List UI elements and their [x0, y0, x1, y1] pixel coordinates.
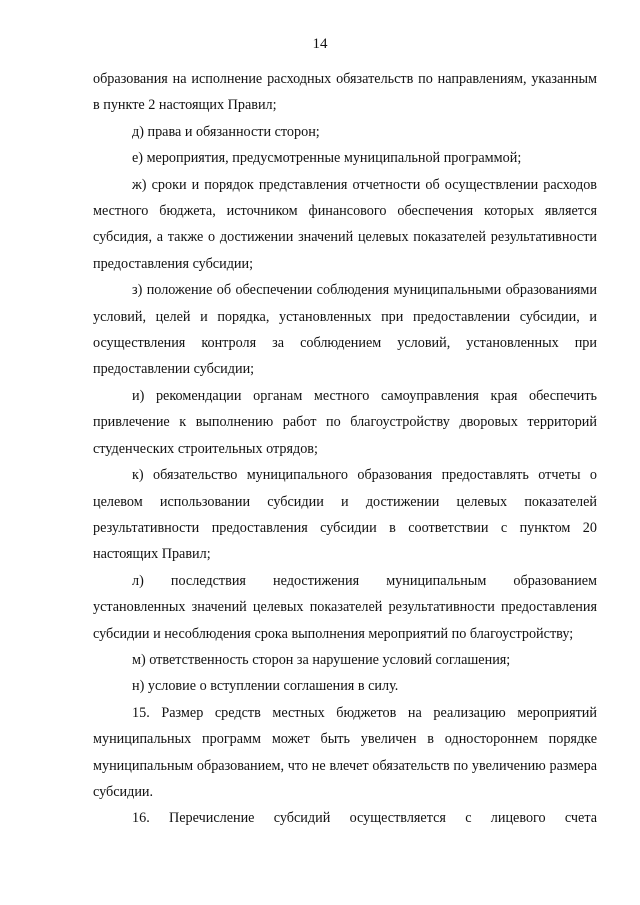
paragraph-clause-16: 16. Перечисление субсидий осуществляется с лицевого счета — [132, 810, 597, 827]
paragraph-item-zh: ж) сроки и порядок представления отчетности об осуществлении расходов местного бюджета, источником финансового обеспечения которых является субсидия, а также о достижении значений целевых показателей результативности предоставления субсидии; — [93, 176, 597, 272]
paragraph-continuation: образования на исполнение расходных обязательств по направлениям, указанным в пункте 2 настоящих Правил; — [93, 71, 597, 114]
paragraph-item-n: н) условие о вступлении соглашения в силу. — [132, 678, 399, 695]
paragraph-item-d: д) права и обязанности сторон; — [132, 123, 320, 140]
paragraph-item-m: м) ответственность сторон за нарушение условий соглашения; — [132, 651, 511, 668]
paragraph-clause-15: 15. Размер средств местных бюджетов на реализацию мероприятий муниципальных программ может быть увеличен в одностороннем порядке муниципальным образованием, что не влечет обязательств по увеличению размера субсидии. — [93, 704, 597, 800]
paragraph-item-e: е) мероприятия, предусмотренные муниципальной программой; — [132, 150, 522, 167]
paragraph-item-z: з) положение об обеспечении соблюдения муниципальными образованиями условий, целей и порядка, установленных при предоставлении субсидии, и осуществления контроля за соблюдением условий, установленных при предоставлении субсидии; — [93, 282, 597, 378]
document-body — [93, 66, 597, 832]
paragraph-item-k: к) обязательство муниципального образования предоставлять отчеты о целевом использовании субсидии и достижении целевых показателей результативности предоставления субсидии в соответствии с пунктом 20 настоящих Правил; — [93, 467, 597, 563]
paragraph-item-i: и) рекомендации органам местного самоуправления края обеспечить привлечение к выполнению работ по благоустройству дворовых территорий студенческих строительных отрядов; — [93, 387, 597, 457]
paragraph-item-l: л) последствия недостижения муниципальным образованием установленных значений целевых показателей результативности предоставления субсидии и несоблюдения срока выполнения мероприятий по благоустройству; — [93, 572, 597, 642]
page-number: 14 — [312, 36, 328, 52]
